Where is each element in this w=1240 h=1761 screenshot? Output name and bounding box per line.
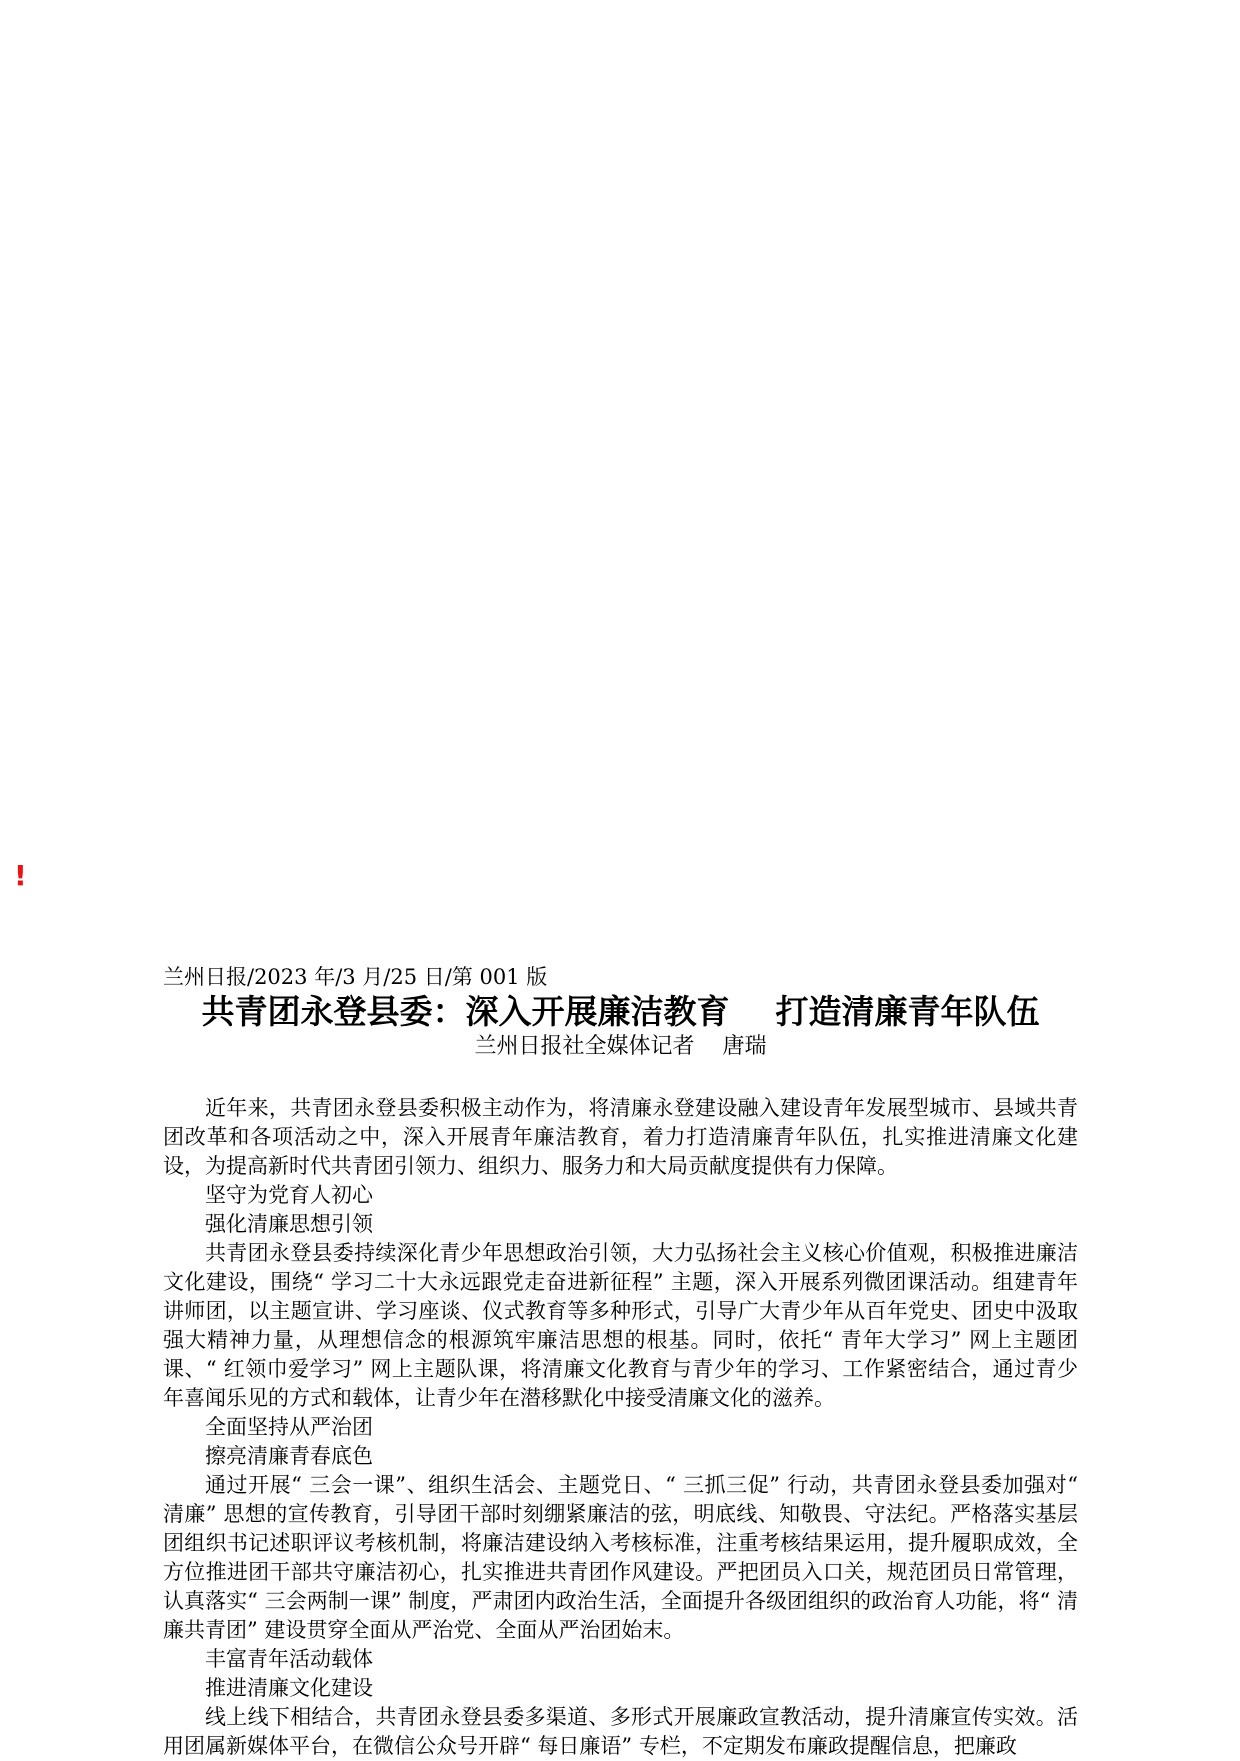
paragraph: 通过开展“ 三会一课”、组织生活会、主题党日、“ 三抓三促” 行动，共青团永登县委加强对“ 清廉” 思想的宣传教育，引导团干部时刻绷紧廉洁的弦，明底线、知敬畏、守法纪。严格落实基层团组织书记述职评议考核机制，将廉洁建设纳入考核标准，注重考核结果运用，提升履职成效，全方位推进团干部共守廉洁初心，扎实推进共青团作风建设。严把团员入口关，规范团员日常管理，认真落实“ 三会两制一课” 制度，严肃团内政治生活，全面提升各级团组织的政治育人功能，将“ 清廉共青团” 建设贯穿全面从严治党、全面从严治团始末。	[163, 1473, 1078, 1642]
paragraph: 线上线下相结合，共青团永登县委多渠道、多形式开展廉政宣教活动，提升清廉宣传实效。活用团属新媒体平台，在微信公众号开辟“ 每日廉语” 专栏，不定期发布廉政提醒信息，把廉政	[163, 1705, 1078, 1758]
byline: 兰州日报社全媒体记者 唐瑞	[474, 1034, 767, 1059]
section-heading: 推进清廉文化建设	[205, 1676, 373, 1700]
section-heading: 擦亮清廉青春底色	[205, 1444, 373, 1468]
article	[163, 962, 1078, 1761]
section-heading: 强化清廉思想引领	[205, 1212, 373, 1236]
red-exclamation-mark: !	[14, 859, 27, 892]
article-body	[163, 1094, 1078, 1761]
article-title: 共青团永登县委：深入开展廉洁教育 打造清廉青年队伍	[201, 992, 1040, 1031]
section-heading: 丰富青年活动载体	[205, 1647, 373, 1671]
paragraph: 近年来，共青团永登县委积极主动作为，将清廉永登建设融入建设青年发展型城市、县域共青团改革和各项活动之中，深入开展青年廉洁教育，着力打造清廉青年队伍，扎实推进清廉文化建设，为提高新时代共青团引领力、组织力、服务力和大局贡献度提供有力保障。	[163, 1096, 1078, 1178]
paragraph: 共青团永登县委持续深化青少年思想政治引领，大力弘扬社会主义核心价值观，积极推进廉洁文化建设，围绕“ 学习二十大永远跟党走奋进新征程” 主题，深入开展系列微团课活动。组建青年讲师团，以主题宣讲、学习座谈、仪式教育等多种形式，引导广大青少年从百年党史、团史中汲取强大精神力量，从理想信念的根源筑牢廉洁思想的根基。同时，依托“ 青年大学习” 网上主题团课、“ 红领巾爱学习” 网上主题队课，将清廉文化教育与青少年的学习、工作紧密结合，通过青少年喜闻乐见的方式和载体，让青少年在潜移默化中接受清廉文化的滋养。	[163, 1241, 1078, 1410]
dateline: 兰州日报/2023 年/3 月/25 日/第 001 版	[163, 965, 548, 989]
section-heading: 全面坚持从严治团	[205, 1415, 373, 1439]
section-heading: 坚守为党育人初心	[205, 1183, 373, 1207]
